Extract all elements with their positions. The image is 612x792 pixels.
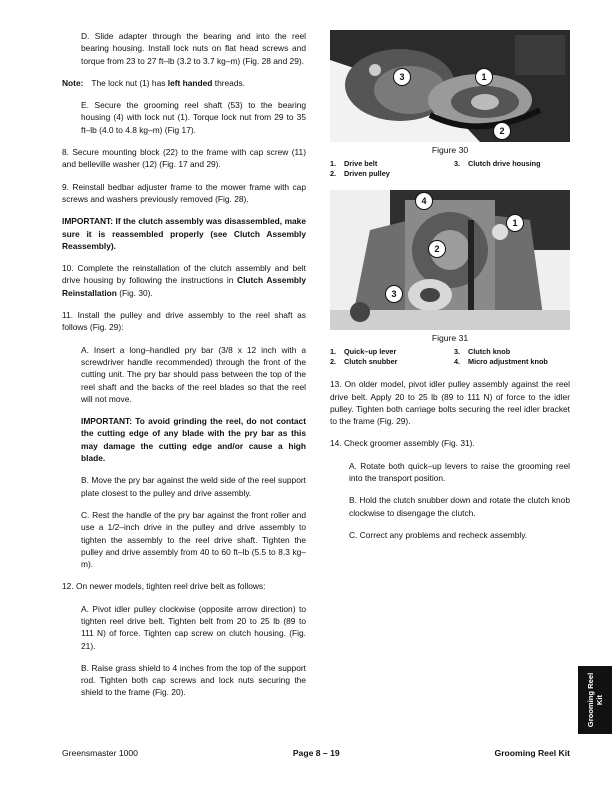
- right-column: [330, 30, 570, 551]
- note-label: Note:: [62, 77, 84, 88]
- note-text-pre: The lock nut (1) has: [91, 77, 168, 88]
- fig31-callout-4: 4: [415, 192, 433, 210]
- footer-manual-title: Greensmaster 1000: [62, 748, 138, 758]
- step-11a: A. Insert a long–handled pry bar (3/8 x 12 inch with a screwdriver handle recommended) through the front of the cutting unit. The pry bar should pass between the top of the reel shaft and the backs of the reel blades so that the reel will not move.: [81, 344, 306, 404]
- step-14a: A. Rotate both quick–up levers to raise the grooming reel into the transport position.: [349, 460, 570, 483]
- step-14: 14. Check groomer assembly (Fig. 31).: [330, 438, 475, 449]
- step-10-pre: 10. Complete the reinstallation of the clutch assembly and belt drive housing by following the instructions in: [62, 263, 306, 286]
- step-12a: A. Pivot idler pulley clockwise (opposite arrow direction) to tighten reel drive belt. Tighten belt from 20 to 25 lb (89 to 111 N) of force. Tighten cap screw on clutch housing. (Fig. 21).: [81, 603, 306, 651]
- legend-item: 2. Clutch snubber: [330, 356, 398, 366]
- fig30-callout-2: 2: [493, 122, 511, 140]
- figure-30-legend: [330, 159, 570, 178]
- step-12: 12. On newer models, tighten reel drive belt as follows:: [62, 581, 266, 592]
- step-9: 9. Reinstall bedbar adjuster frame to the mower frame with cap screws and washers previously removed (Fig. 28).: [62, 181, 306, 204]
- page-footer: [62, 748, 570, 758]
- step-11b: B. Move the pry bar against the weld side of the reel support plate closest to the pulley and drive assembly.: [81, 475, 306, 498]
- step-8: 8. Secure mounting block (22) to the frame with cap screw (11) and belleville washer (12) (Fig. 17 and 29).: [62, 147, 306, 170]
- fig31-callout-2: 2: [428, 240, 446, 258]
- note-text-post: threads.: [212, 77, 246, 88]
- side-tab-label: Grooming Reel Kit: [586, 672, 604, 728]
- legend-item: 2. Driven pulley: [330, 168, 390, 178]
- step-7e: E. Secure the grooming reel shaft (53) to the bearing housing (4) with lock nut (1). Torque lock nut from 29 to 35 ft–lb (4.0 to 4.8 kg–m) (Fig 17).: [81, 100, 306, 135]
- figure-31-caption: Figure 31: [431, 333, 469, 344]
- figure-30-drawing: [330, 30, 570, 142]
- fig31-callout-3: 3: [385, 285, 403, 303]
- step-14c: C. Correct any problems and recheck assembly.: [349, 529, 528, 540]
- fig30-callout-3: 3: [393, 68, 411, 86]
- section-side-tab[interactable]: [578, 666, 612, 734]
- step-11c: C. Rest the handle of the pry bar against the front roller and use a 1/2–inch drive in the pulley and drive assembly to tighten the assembly to the reel drive shaft. Tighten the pulley and drive assembly from 40 to 60 ft–lb (5.5 to 8.3 kg–m).: [81, 509, 306, 570]
- note: [62, 77, 306, 89]
- step-7d: D. Slide adapter through the bearing and into the reel bearing housing. Install lock nuts on flat head screws and torque from 23 to 27 ft–lb (3.2 to 3.7 kg–m) (Fig. 28 and 29).: [81, 31, 306, 66]
- note-text-bold: left handed: [167, 77, 213, 88]
- figure-30-caption: Figure 30: [431, 145, 469, 155]
- important-clutch: IMPORTANT: If the clutch assembly was disassembled, make sure it is reassembled properly (see Clutch Assembly Reassembly).: [62, 216, 306, 251]
- fig30-callout-1: 1: [475, 68, 493, 86]
- legend-item: 1. Drive belt: [330, 159, 378, 169]
- step-13: 13. On older model, pivot idler pulley assembly against the reel drive belt. Apply 20 to 25 lb (89 to 111 N) of force to the idler pulley. Tighten both carriage bolts securing the reel idler bracket to the frame (Fig. 29).: [330, 379, 570, 427]
- legend-item: 4. Micro adjustment knob: [454, 356, 548, 366]
- figure-30-photo: [330, 30, 570, 142]
- footer-page-number: Page 8 – 19: [292, 748, 340, 758]
- fig31-callout-1: 1: [506, 214, 524, 232]
- important-grinding: IMPORTANT: To avoid grinding the reel, do not contact the cutting edge of any blade with the pry bar as this may damage the cutting edge and/or cause a high blade.: [81, 416, 306, 464]
- footer-section-title: Grooming Reel Kit: [494, 748, 570, 758]
- step-14b: B. Hold the clutch snubber down and rotate the clutch knob clockwise to disengage the clutch.: [349, 495, 570, 518]
- legend-item: 1. Quick–up lever: [330, 347, 397, 357]
- figure-31-photo: [330, 190, 570, 330]
- figure-31-legend: [330, 347, 570, 366]
- left-column: [62, 30, 306, 709]
- figure-31-drawing: [330, 190, 570, 330]
- step-11: 11. Install the pulley and drive assembly to the reel shaft as follows (Fig. 29):: [62, 310, 306, 333]
- step-10-post: (Fig. 30).: [116, 287, 153, 298]
- step-10-bold: Clutch Assembly Reinstallation: [62, 275, 306, 298]
- step-12b: B. Raise grass shield to 4 inches from the top of the support rod. Tighten both cap screws and lock nuts securing the shield to the frame (Fig. 20).: [81, 662, 306, 698]
- step-10: [62, 262, 306, 299]
- legend-item: 3. Clutch drive housing: [454, 159, 541, 169]
- legend-item: 3. Clutch knob: [454, 347, 511, 357]
